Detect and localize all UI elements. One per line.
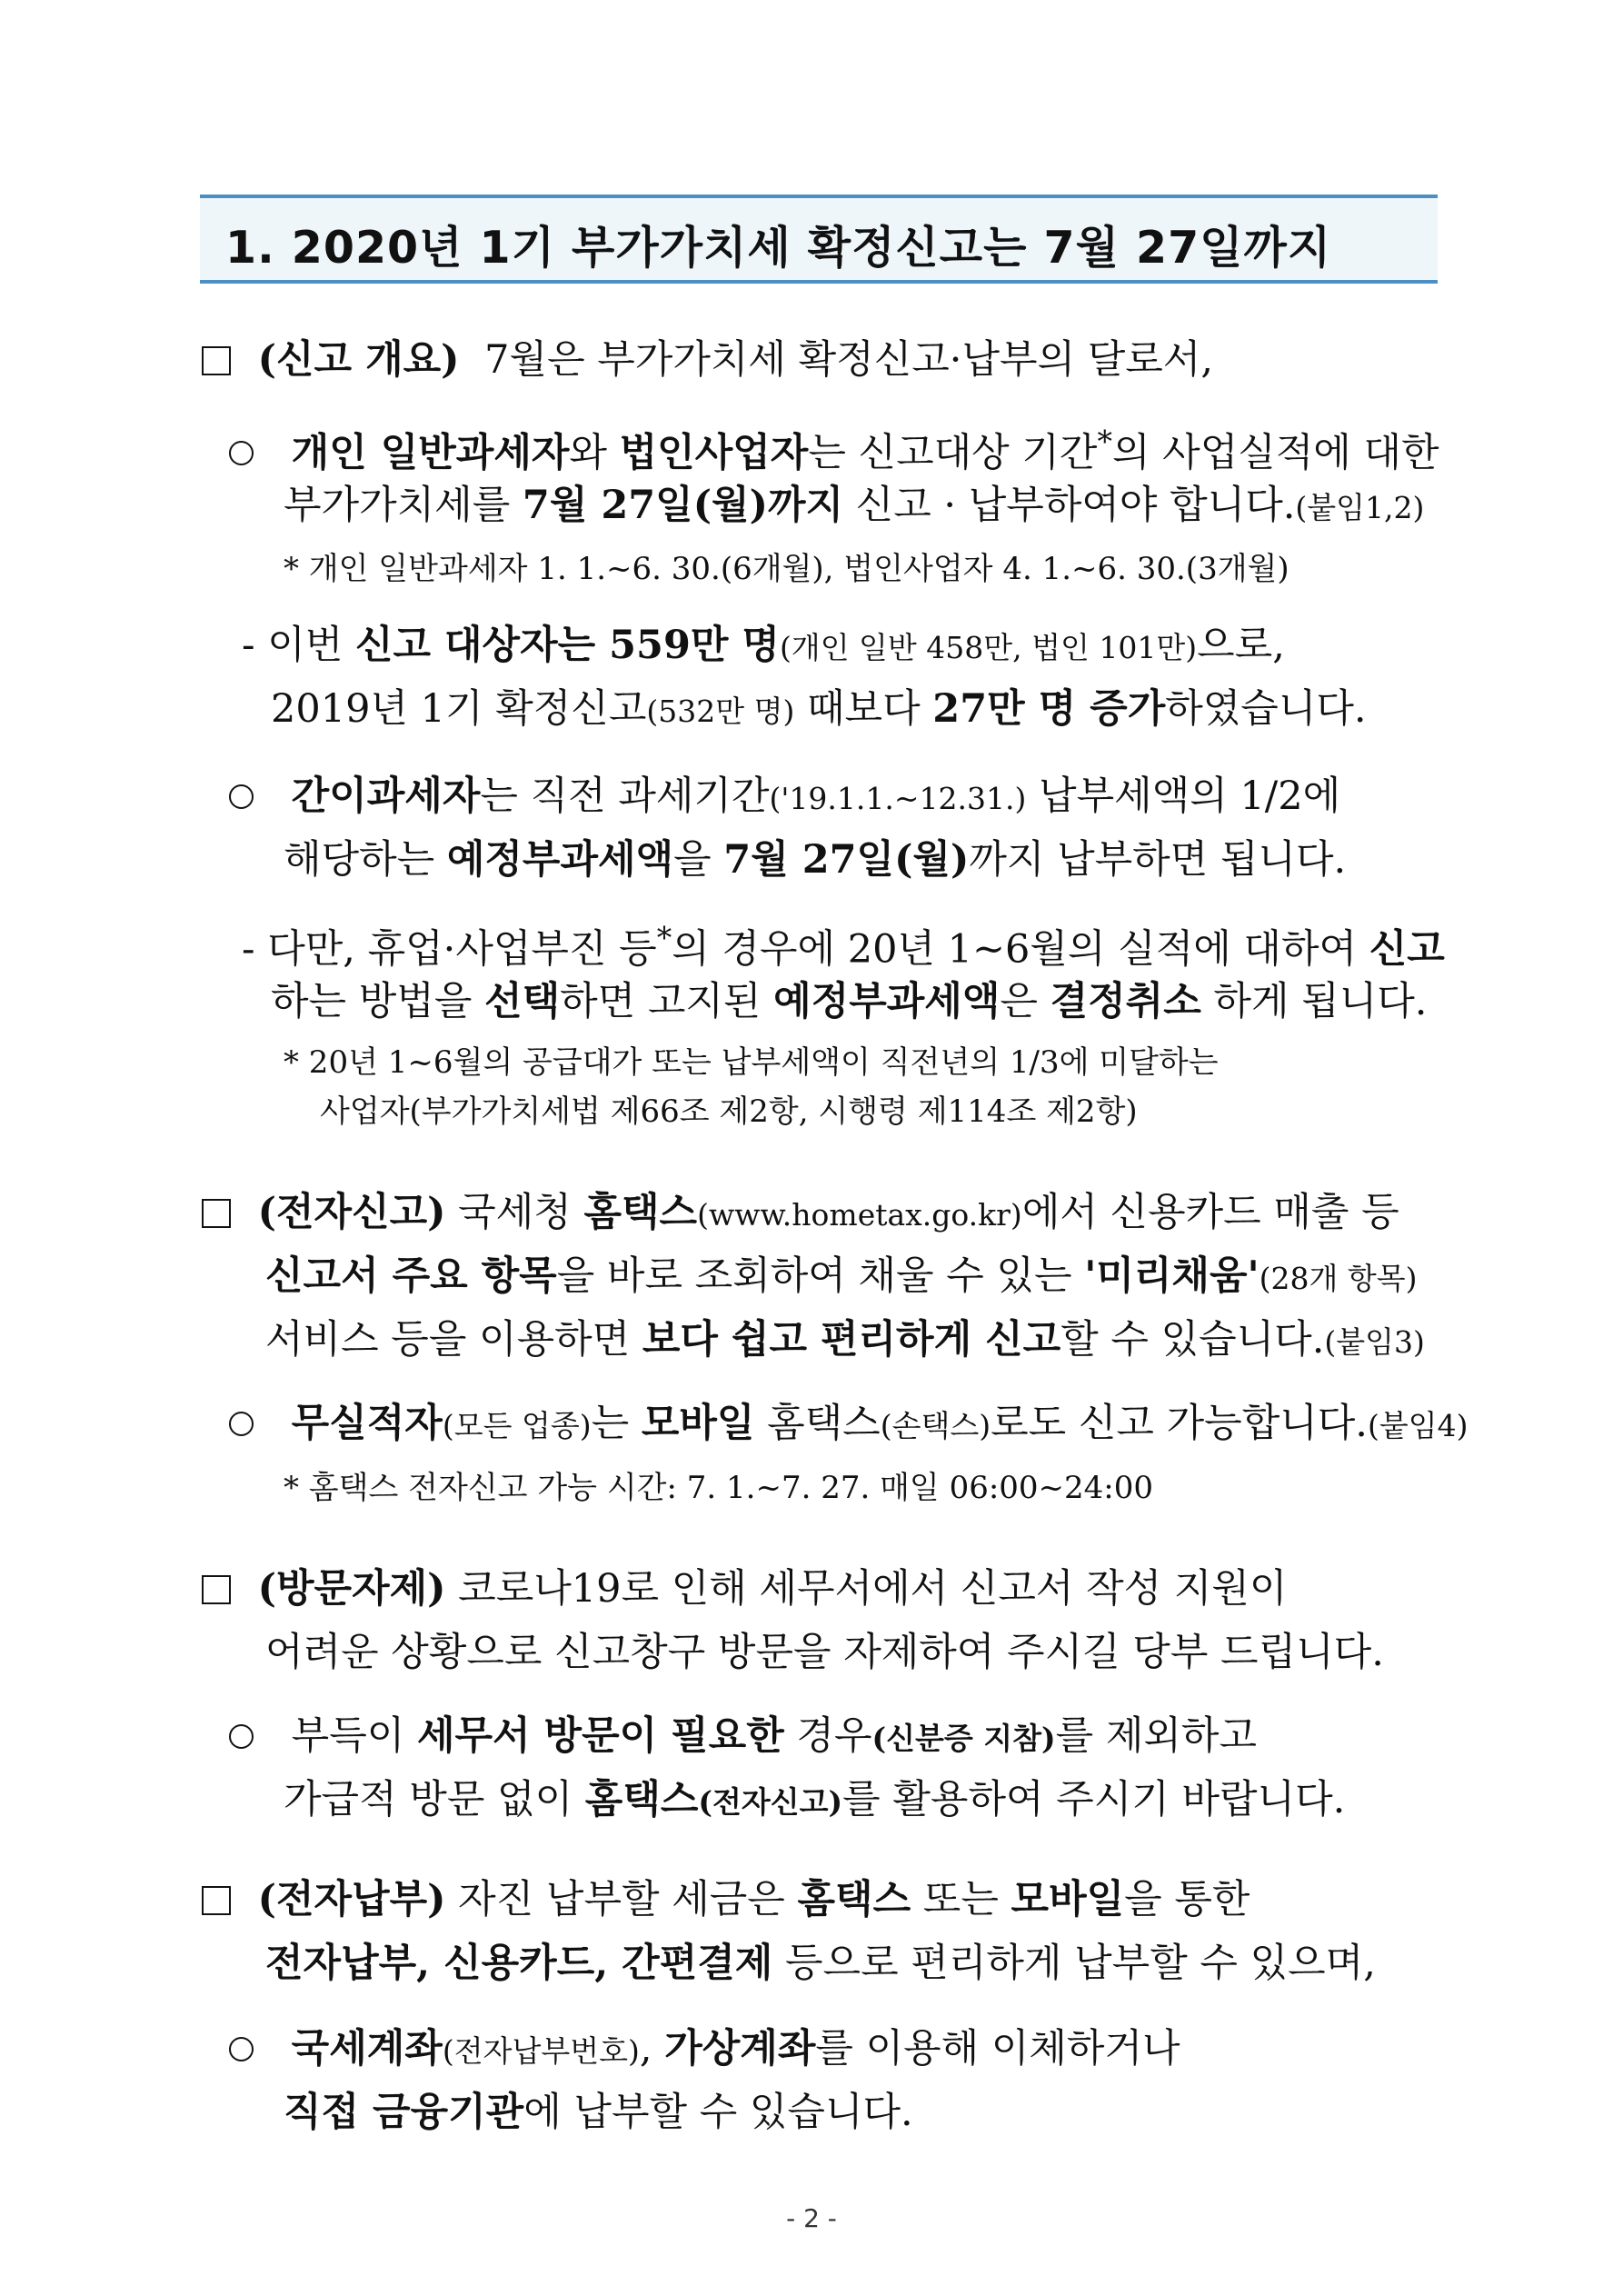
- section-e-filing-heading: (전자신고) 국세청 홈택스(www.hometax.go.kr)에서 신용카드 매출 등: [202, 1185, 1399, 1243]
- bullet-tax-account-line2: 직접 금융기관에 납부할 수 있습니다.: [284, 2090, 913, 2135]
- square-bullet-icon: [202, 1199, 231, 1228]
- page-title: 1. 2020년 1기 부가가치세 확정신고는 7월 27일까지: [225, 222, 1332, 274]
- dash-suspension: - 다만, 휴업·사업부진 등*의 경우에 20년 1~6월의 실적에 대하여 신고: [242, 920, 1445, 973]
- bullet-tax-account: 국세계좌(전자납부번호), 가상계좌를 이용해 이체하거나: [229, 2021, 1180, 2079]
- bullet-no-sales: 무실적자(모든 업종)는 모바일 홈택스(손택스)로도 신고 가능합니다.(붙임4): [229, 1396, 1469, 1453]
- bullet-simplified-taxpayers: 간이과세자는 직전 과세기간('19.1.1.~12.31.) 납부세액의 1/2에: [229, 769, 1340, 826]
- footnote-hometax-hours: * 홈택스 전자신고 가능 시간: 7. 1.~7. 27. 매일 06:00~24:00: [284, 1470, 1154, 1506]
- dash-suspension-line2: 하는 방법을 선택하면 고지된 예정부과세액은 결정취소 하게 됩니다.: [271, 979, 1428, 1024]
- circle-bullet-icon: [229, 784, 254, 809]
- square-bullet-icon: [202, 1575, 231, 1604]
- circle-bullet-icon: [229, 1412, 254, 1436]
- bullet-visit-exception: 부득이 세무서 방문이 필요한 경우(신분증 지참)를 제외하고: [229, 1709, 1257, 1766]
- bullet-general-taxpayers-line2: 부가가치세를 7월 27일(월)까지 신고 · 납부하여야 합니다.(붙임1,2): [284, 483, 1425, 528]
- section-e-payment-line2: 전자납부, 신용카드, 간편결제 등으로 편리하게 납부할 수 있으며,: [265, 1941, 1376, 1986]
- dash-filers-count-line2: 2019년 1기 확정신고(532만 명) 때보다 27만 명 증가하였습니다.: [271, 686, 1367, 732]
- section-e-filing-line3: 서비스 등을 이용하면 보다 쉽고 편리하게 신고할 수 있습니다.(붙임3): [265, 1317, 1425, 1363]
- page-number: - 2 -: [786, 2203, 837, 2233]
- title-banner: [200, 195, 1438, 284]
- section-e-payment-heading: (전자납부) 자진 납부할 세금은 홈택스 또는 모바일을 통한: [202, 1872, 1250, 1927]
- circle-bullet-icon: [229, 441, 254, 465]
- footnote-period: * 개인 일반과세자 1. 1.~6. 30.(6개월), 법인사업자 4. 1.~6. 30.(3개월): [284, 551, 1289, 587]
- dash-filers-count: - 이번 신고 대상자는 559만 명(개인 일반 458만, 법인 101만)으로,: [242, 623, 1285, 668]
- section-overview-heading: (신고 개요) 7월은 부가가치세 확정신고·납부의 달로서,: [202, 333, 1213, 387]
- square-bullet-icon: [202, 1886, 231, 1915]
- footnote-suspension-line2: 사업자(부가가치세법 제66조 제2항, 시행령 제114조 제2항): [320, 1093, 1138, 1130]
- section-e-filing-line2: 신고서 주요 항목을 바로 조회하여 채울 수 있는 '미리채움'(28개 항목): [265, 1253, 1418, 1299]
- bullet-visit-exception-line2: 가급적 방문 없이 홈택스(전자신고)를 활용하여 주시기 바랍니다.: [284, 1777, 1346, 1822]
- square-bullet-icon: [202, 346, 231, 375]
- bullet-general-taxpayers: 개인 일반과세자와 법인사업자는 신고대상 기간*의 사업실적에 대한: [229, 414, 1439, 480]
- footnote-suspension: * 20년 1~6월의 공급대가 또는 납부세액이 직전년의 1/3에 미달하는: [284, 1044, 1219, 1081]
- section-visit-line2: 어려운 상황으로 신고창구 방문을 자제하여 주시길 당부 드립니다.: [265, 1630, 1384, 1675]
- bullet-simplified-taxpayers-line2: 해당하는 예정부과세액을 7월 27일(월)까지 납부하면 됩니다.: [284, 837, 1347, 883]
- section-visit-heading: (방문자제) 코로나19로 인해 세무서에서 신고서 작성 지원이: [202, 1562, 1287, 1616]
- circle-bullet-icon: [229, 1724, 254, 1749]
- circle-bullet-icon: [229, 2037, 254, 2061]
